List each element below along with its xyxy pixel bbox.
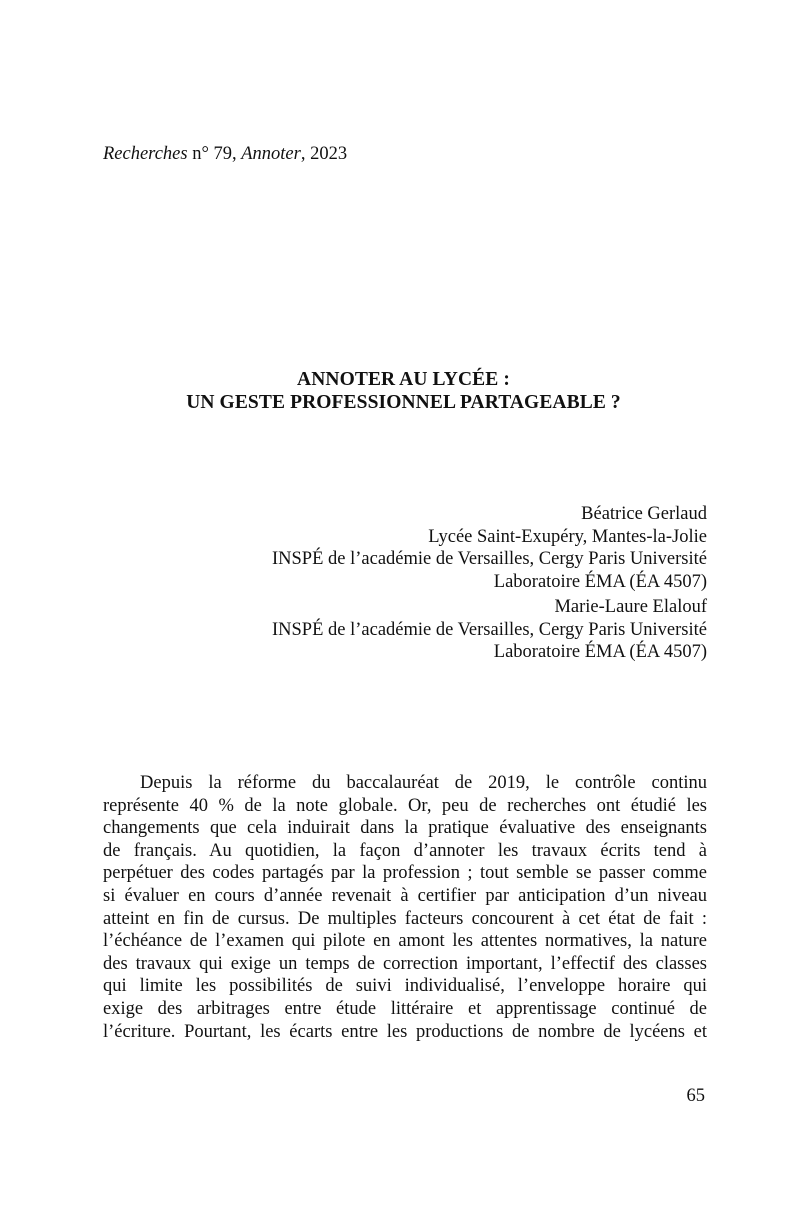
body-line: perpétuer des codes partagés par la profession ; tout semble se passer comme	[103, 863, 707, 884]
body-line: changements que cela induirait dans la pratique évaluative des enseignants	[103, 818, 707, 839]
author-affiliation: Laboratoire ÉMA (ÉA 4507)	[493, 571, 707, 592]
body-line: de français. Au quotidien, la façon d’annoter les travaux écrits tend à	[103, 840, 707, 861]
author-affiliation: Lycée Saint-Exupéry, Mantes-la-Jolie	[428, 526, 707, 547]
body-line: atteint en fin de cursus. De multiples facteurs concourent à cet état de fait :	[103, 908, 707, 929]
page-number: 65	[686, 1086, 705, 1106]
title-line-1: ANNOTER AU LYCÉE :	[297, 369, 510, 390]
issue-number: n° 79,	[187, 144, 242, 164]
body-line: l’échéance de l’examen qui pilote en amont les attentes normatives, la nature	[103, 931, 707, 952]
author-2	[272, 596, 707, 664]
issue-theme: Annoter	[241, 144, 301, 164]
body-line: l’écriture. Pourtant, les écarts entre les productions de nombre de lycéens et	[103, 1021, 707, 1042]
body-line: Depuis la réforme du baccalauréat de 2019, le contrôle continu	[140, 773, 707, 793]
author-affiliation: INSPÉ de l’académie de Versailles, Cergy Paris Université	[272, 549, 707, 569]
journal-name: Recherches	[103, 144, 188, 164]
author-name: Marie-Laure Elalouf	[554, 597, 707, 617]
issue-year: , 2023	[300, 144, 348, 164]
body-line: qui limite les possibilités de suivi individualisé, l’enveloppe horaire qui	[103, 976, 707, 997]
body-line: représente 40 % de la note globale. Or, peu de recherches ont étudié les	[103, 795, 707, 816]
body-line: si évaluer en cours d’année revenait à certifier par anticipation d’un niveau	[103, 885, 707, 906]
title-line-2: UN GESTE PROFESSIONNEL PARTAGEABLE ?	[186, 391, 621, 413]
body-line: des travaux qui exige un temps de correction important, l’effectif des classes	[103, 953, 707, 974]
authors-block	[272, 503, 707, 664]
running-head	[103, 143, 347, 165]
body-paragraph	[103, 772, 707, 1043]
author-affiliation: INSPÉ de l’académie de Versailles, Cergy Paris Université	[272, 619, 707, 640]
article-title	[0, 369, 807, 414]
body-line: exige des arbitrages entre étude littéraire et apprentissage continué de	[103, 998, 707, 1019]
author-name: Béatrice Gerlaud	[581, 504, 707, 524]
author-affiliation: Laboratoire ÉMA (ÉA 4507)	[493, 642, 707, 662]
author-1	[272, 503, 707, 593]
